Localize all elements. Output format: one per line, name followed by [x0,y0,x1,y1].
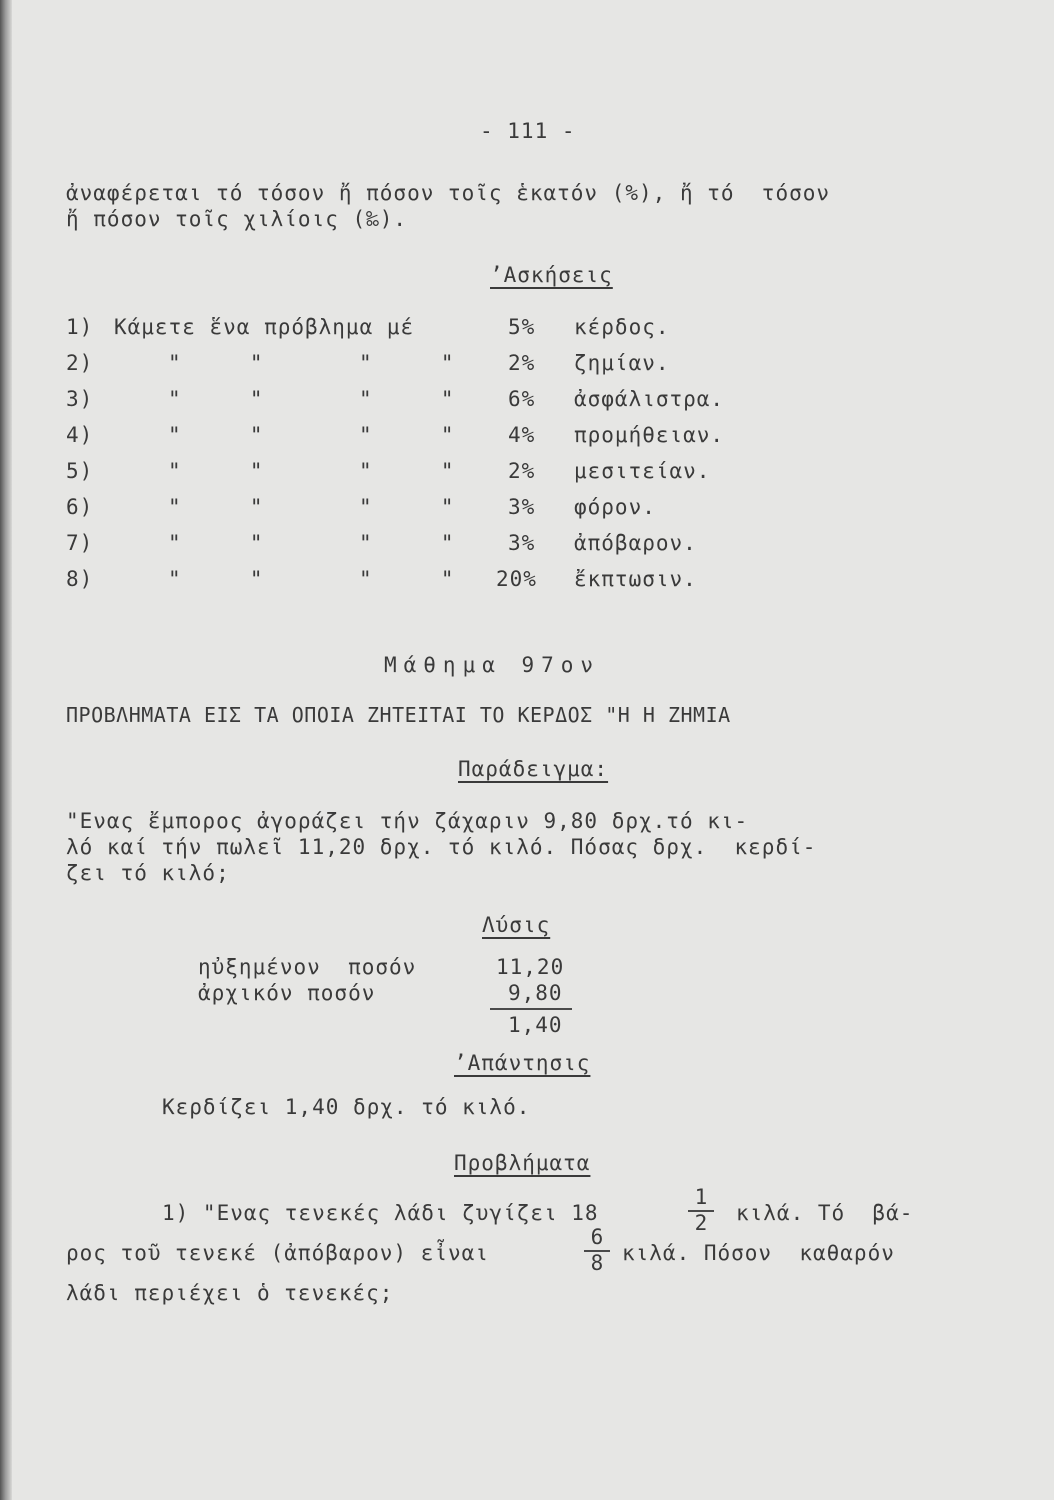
exercise-percent: 4% [508,423,536,447]
subtraction-line [490,1008,572,1010]
exercise-ditto: " " " " [168,495,455,519]
lesson-title: Μάθημα 97ον [384,653,601,677]
exercise-word: προμήθειαν. [574,423,725,447]
answer-heading: ’Απάντησις [454,1051,591,1075]
exercise-number: 5) [66,459,94,483]
exercise-number: 1) [66,315,94,339]
problem-1-line-1: 1) "Ενας τενεκές λάδι ζυγίζει 18 [162,1201,599,1225]
page-number: - 111 - [480,119,576,143]
solution-heading: Λύσις [482,913,551,937]
exercise-word: κέρδος. [574,315,670,339]
example-line-1: "Ενας ἔμπορος ἀγοράζει τήν ζάχαριν 9,80 δρχ.τό κι- [66,809,749,833]
exercise-number: 8) [66,567,94,591]
fraction-numerator: 1 [694,1185,708,1209]
document-page [12,0,1054,1500]
solution-result: 1,40 [508,1013,563,1037]
exercise-number: 4) [66,423,94,447]
fraction-denominator: 2 [694,1211,708,1235]
example-heading: Παράδειγμα: [458,757,609,781]
exercise-word: ἀσφάλιστρα. [574,387,725,411]
exercise-percent: 3% [508,531,536,555]
exercise-percent: 6% [508,387,536,411]
solution-initial-value: 9,80 [508,981,563,1005]
exercise-word: ἀπόβαρον. [574,531,697,555]
exercise-percent: 3% [508,495,536,519]
problem-1-line-1-end: κιλά. Τό βά- [736,1201,914,1225]
exercise-word: ἔκπτωσιν. [574,567,697,591]
exercise-ditto: " " " " [168,459,455,483]
example-line-3: ζει τό κιλό; [66,861,230,885]
intro-line-1: ἀναφέρεται τό τόσον ἤ πόσον τοῖς ἑκατόν (%), ἤ τό τόσον [66,181,831,205]
fraction-denominator: 8 [590,1251,604,1275]
problem-1-line-3: λάδι περιέχει ὁ τενεκές; [66,1281,394,1305]
answer-text: Κερδίζει 1,40 δρχ. τό κιλό. [162,1095,531,1119]
solution-increased-value: 11,20 [496,955,565,979]
exercise-percent: 2% [508,351,536,375]
exercise-number: 3) [66,387,94,411]
exercise-ditto: " " " " [168,567,455,591]
page-binding-edge [0,0,12,1500]
exercise-ditto: " " " " [168,351,455,375]
fraction-six-eighths [582,1226,612,1274]
exercise-word: μεσιτείαν. [574,459,711,483]
exercise-number: 7) [66,531,94,555]
exercise-text: Κάμετε ἕνα πρόβλημα μέ [114,315,415,339]
problem-1-line-2-end: κιλά. Πόσον καθαρόν [622,1241,895,1265]
exercise-ditto: " " " " [168,423,455,447]
exercise-percent: 2% [508,459,536,483]
example-line-2: λό καί τήν πωλεῖ 11,20 δρχ. τό κιλό. Πόσας δρχ. κερδί- [66,835,817,859]
lesson-subtitle: ΠΡΟΒΛΗΜΑΤΑ ΕΙΣ ΤΑ ΟΠΟΙΑ ΖΗΤΕΙΤΑΙ ΤΟ ΚΕΡΔΟΣ "Η Η ΖΗΜΙΑ [66,703,731,727]
exercise-ditto: " " " " [168,387,455,411]
exercise-word: φόρον. [574,495,656,519]
solution-increased-label: ηὐξημένον ποσόν [198,955,417,979]
exercise-percent: 20% [496,567,537,591]
exercise-word: ζημίαν. [574,351,670,375]
exercises-heading: ’Ασκήσεις [490,263,613,287]
problem-1-line-2: ρος τοῦ τενεκέ (ἀπόβαρον) εἶναι [66,1241,489,1265]
exercise-ditto: " " " " [168,531,455,555]
problems-heading: Προβλήματα [454,1151,591,1175]
solution-initial-label: ἀρχικόν ποσόν [198,981,376,1005]
exercise-number: 2) [66,351,94,375]
fraction-one-half [686,1186,716,1234]
exercise-number: 6) [66,495,94,519]
intro-line-2: ἤ πόσον τοῖς χιλίοις (‰). [66,207,408,231]
fraction-numerator: 6 [590,1225,604,1249]
exercise-percent: 5% [508,315,536,339]
